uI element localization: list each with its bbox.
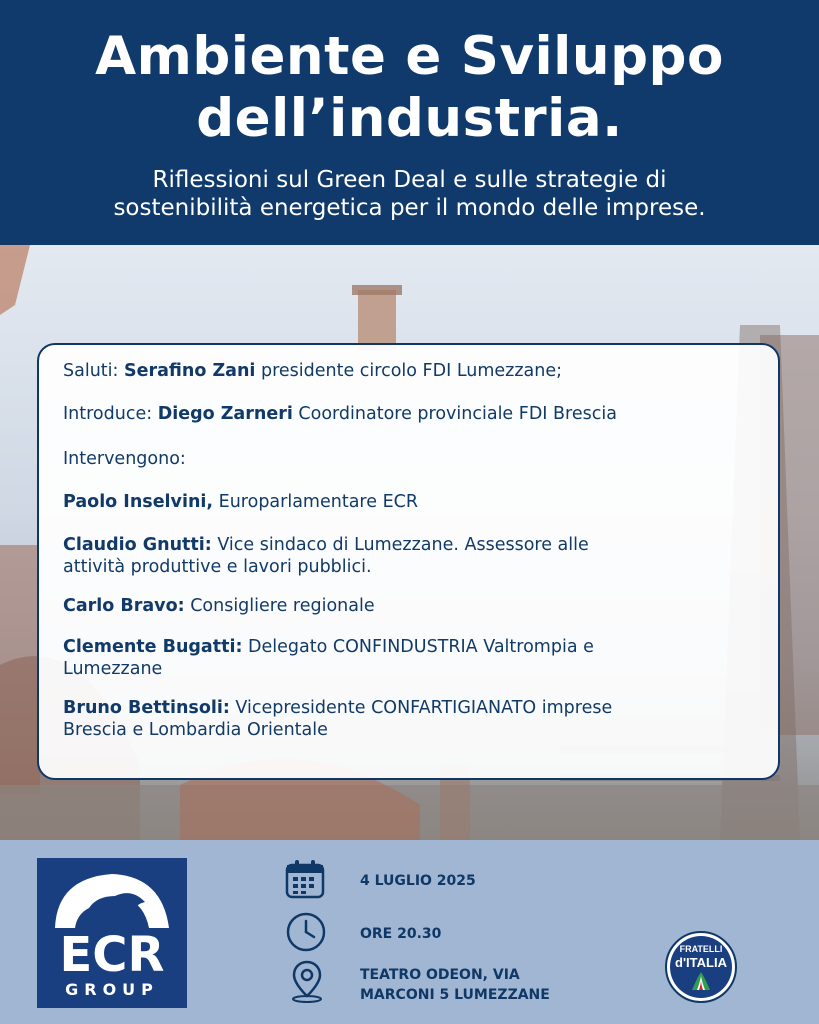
ecr-logo-text: ECR xyxy=(59,927,165,983)
fdi-logo-text-2: d'ITALIA xyxy=(675,955,727,970)
ecr-group-logo xyxy=(37,858,187,1008)
introduce-name: Diego Zarneri xyxy=(157,404,293,424)
speaker-name: Clemente Bugatti: xyxy=(63,637,243,657)
ecr-logo-subtext: GROUP xyxy=(65,980,159,999)
header-banner xyxy=(0,0,819,245)
speaker-item xyxy=(63,491,754,513)
location-pin-icon xyxy=(287,958,327,1004)
speaker-role: Delegato CONFINDUSTRIA Valtrompia e xyxy=(248,637,594,657)
speaker-name: Bruno Bettinsoli: xyxy=(63,698,230,718)
speaker-name: Paolo Inselvini, xyxy=(63,492,214,512)
calendar-icon xyxy=(284,858,326,900)
page-title xyxy=(0,0,819,150)
intervengono-label: Intervengono: xyxy=(63,449,186,469)
subtitle xyxy=(0,166,819,222)
title-line-2: dell’industria. xyxy=(196,88,623,149)
speaker-role: Consigliere regionale xyxy=(190,596,375,616)
event-place-line-1: TEATRO ODEON, VIA xyxy=(360,967,520,983)
introduce-role: Coordinatore provinciale FDI Brescia xyxy=(298,404,617,424)
speaker-item xyxy=(63,595,754,617)
subtitle-line-2: sostenibilità energetica per il mondo delle imprese. xyxy=(113,195,706,221)
speaker-role: Europarlamentare ECR xyxy=(218,492,419,512)
saluti-label: Saluti: xyxy=(63,361,119,381)
introduce-label: Introduce: xyxy=(63,404,153,424)
program-card xyxy=(37,343,780,780)
fdi-logo-text-1: FRATELLI xyxy=(679,944,723,954)
speaker-item xyxy=(63,697,754,741)
speaker-name: Claudio Gnutti: xyxy=(63,535,212,555)
speaker-role-continued: Brescia e Lombardia Orientale xyxy=(63,720,328,740)
subtitle-line-1: Riflessioni sul Green Deal e sulle strategie di xyxy=(152,167,667,193)
saluti-name: Serafino Zani xyxy=(123,361,256,381)
fratelli-italia-logo xyxy=(664,930,738,1004)
event-place xyxy=(360,965,550,1005)
event-date: 4 LUGLIO 2025 xyxy=(360,873,476,889)
speaker-role-continued: Lumezzane xyxy=(63,659,163,679)
speaker-name: Carlo Bravo: xyxy=(63,596,185,616)
speaker-item xyxy=(63,636,754,680)
introduce-line xyxy=(63,403,754,425)
saluti-line xyxy=(63,360,754,382)
speaker-role-continued: attività produttive e lavori pubblici. xyxy=(63,557,372,577)
speaker-item xyxy=(63,534,754,578)
clock-icon xyxy=(285,911,327,953)
event-place-line-2: MARCONI 5 LUMEZZANE xyxy=(360,987,550,1003)
speaker-role: Vice sindaco di Lumezzane. Assessore alle xyxy=(217,535,589,555)
event-time: ORE 20.30 xyxy=(360,926,442,942)
speaker-role: Vicepresidente CONFARTIGIANATO imprese xyxy=(235,698,613,718)
saluti-role: presidente circolo FDI Lumezzane; xyxy=(260,361,563,381)
title-line-1: Ambiente e Sviluppo xyxy=(95,26,724,87)
